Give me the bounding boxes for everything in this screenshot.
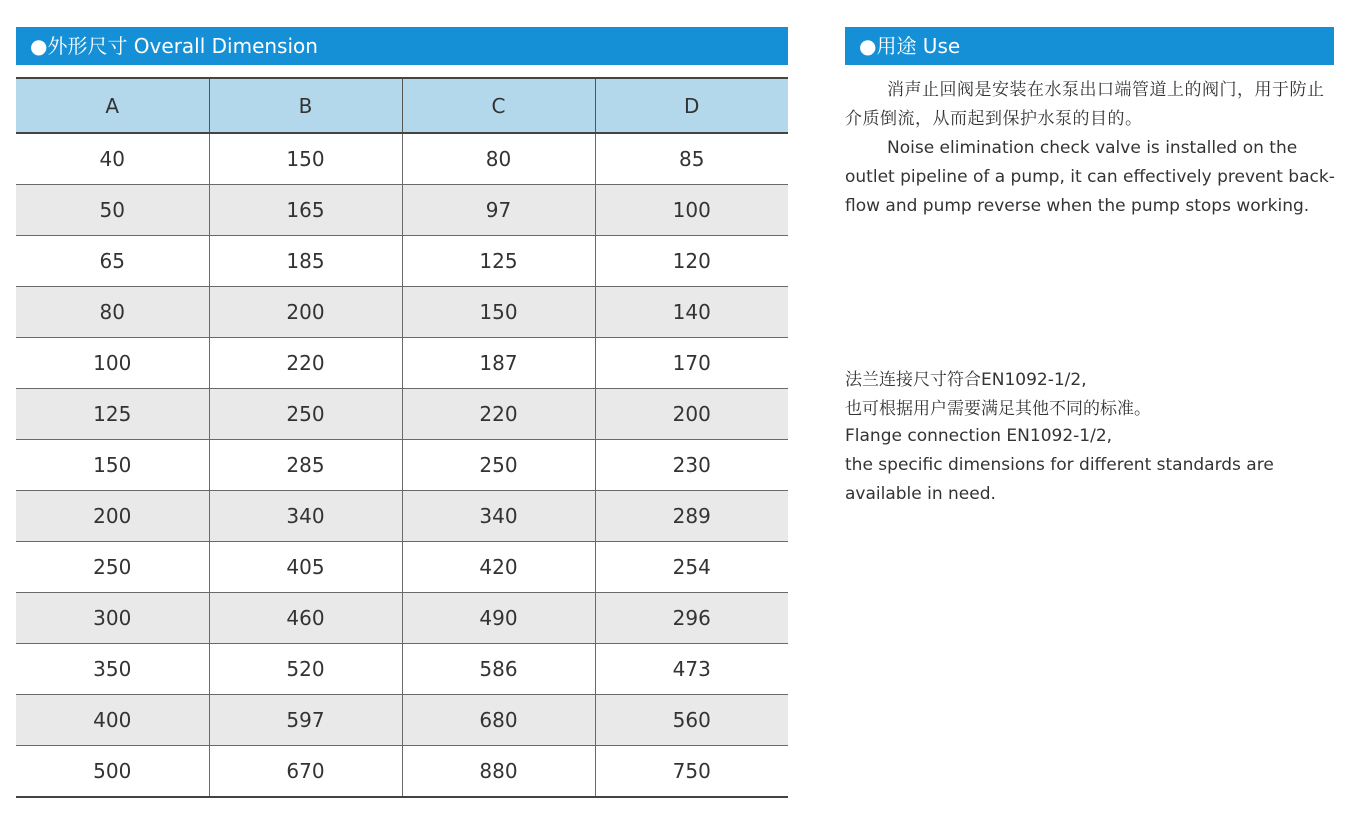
cell-a: 200 bbox=[16, 491, 209, 542]
cell-b: 150 bbox=[209, 133, 402, 185]
cell-c: 125 bbox=[402, 236, 595, 287]
flange-note-line-3: Flange connection EN1092-1/2, bbox=[845, 426, 1113, 446]
cell-a: 500 bbox=[16, 746, 209, 798]
header-b: B bbox=[209, 78, 402, 133]
cell-d: 296 bbox=[595, 593, 788, 644]
flange-note-line-4: the specific dimensions for different standards are bbox=[845, 455, 1274, 475]
cell-c: 680 bbox=[402, 695, 595, 746]
cell-a: 100 bbox=[16, 338, 209, 389]
cell-d: 120 bbox=[595, 236, 788, 287]
cell-b: 597 bbox=[209, 695, 402, 746]
table-row bbox=[16, 644, 788, 695]
use-description-english: Noise elimination check valve is installed on the outlet pipeline of a pump, it can effectively prevent back-flow and pump reverse when the pump stops working. bbox=[845, 138, 1335, 216]
cell-b: 460 bbox=[209, 593, 402, 644]
cell-c: 97 bbox=[402, 185, 595, 236]
table-header-row bbox=[16, 78, 788, 133]
header-a: A bbox=[16, 78, 209, 133]
table-row bbox=[16, 491, 788, 542]
table-row bbox=[16, 695, 788, 746]
cell-c: 340 bbox=[402, 491, 595, 542]
cell-b: 185 bbox=[209, 236, 402, 287]
cell-a: 150 bbox=[16, 440, 209, 491]
cell-d: 170 bbox=[595, 338, 788, 389]
header-c: C bbox=[402, 78, 595, 133]
cell-a: 50 bbox=[16, 185, 209, 236]
cell-b: 165 bbox=[209, 185, 402, 236]
cell-c: 220 bbox=[402, 389, 595, 440]
cell-a: 300 bbox=[16, 593, 209, 644]
cell-b: 250 bbox=[209, 389, 402, 440]
flange-note-line-2: 也可根据用户需要满足其他不同的标准。 bbox=[845, 399, 1151, 419]
table-row bbox=[16, 185, 788, 236]
cell-d: 560 bbox=[595, 695, 788, 746]
cell-d: 254 bbox=[595, 542, 788, 593]
cell-a: 65 bbox=[16, 236, 209, 287]
cell-b: 670 bbox=[209, 746, 402, 798]
cell-d: 85 bbox=[595, 133, 788, 185]
cell-c: 420 bbox=[402, 542, 595, 593]
cell-b: 340 bbox=[209, 491, 402, 542]
cell-c: 150 bbox=[402, 287, 595, 338]
cell-b: 405 bbox=[209, 542, 402, 593]
cell-c: 250 bbox=[402, 440, 595, 491]
cell-a: 80 bbox=[16, 287, 209, 338]
overall-dimension-title: ●外形尺寸 Overall Dimension bbox=[16, 27, 788, 65]
cell-a: 400 bbox=[16, 695, 209, 746]
cell-b: 285 bbox=[209, 440, 402, 491]
cell-c: 880 bbox=[402, 746, 595, 798]
flange-note-line-1: 法兰连接尺寸符合EN1092-1/2, bbox=[845, 370, 1087, 390]
cell-b: 200 bbox=[209, 287, 402, 338]
cell-c: 586 bbox=[402, 644, 595, 695]
table-row bbox=[16, 133, 788, 185]
cell-d: 289 bbox=[595, 491, 788, 542]
cell-d: 750 bbox=[595, 746, 788, 798]
cell-c: 187 bbox=[402, 338, 595, 389]
table-row bbox=[16, 746, 788, 798]
cell-a: 40 bbox=[16, 133, 209, 185]
table-row bbox=[16, 338, 788, 389]
table-row bbox=[16, 593, 788, 644]
cell-c: 80 bbox=[402, 133, 595, 185]
cell-d: 230 bbox=[595, 440, 788, 491]
use-title: ●用途 Use bbox=[845, 27, 1334, 65]
cell-a: 125 bbox=[16, 389, 209, 440]
dimension-table bbox=[16, 77, 788, 798]
flange-note-line-5: available in need. bbox=[845, 484, 996, 504]
cell-b: 220 bbox=[209, 338, 402, 389]
cell-d: 473 bbox=[595, 644, 788, 695]
cell-b: 520 bbox=[209, 644, 402, 695]
cell-c: 490 bbox=[402, 593, 595, 644]
cell-a: 350 bbox=[16, 644, 209, 695]
table-row bbox=[16, 389, 788, 440]
table-row bbox=[16, 287, 788, 338]
cell-d: 100 bbox=[595, 185, 788, 236]
use-description-chinese: 消声止回阀是安装在水泵出口端管道上的阀门，用于防止介质倒流，从而起到保护水泵的目的。 bbox=[845, 80, 1325, 129]
cell-d: 140 bbox=[595, 287, 788, 338]
table-row bbox=[16, 542, 788, 593]
table-row bbox=[16, 440, 788, 491]
cell-d: 200 bbox=[595, 389, 788, 440]
header-d: D bbox=[595, 78, 788, 133]
table-row bbox=[16, 236, 788, 287]
cell-a: 250 bbox=[16, 542, 209, 593]
